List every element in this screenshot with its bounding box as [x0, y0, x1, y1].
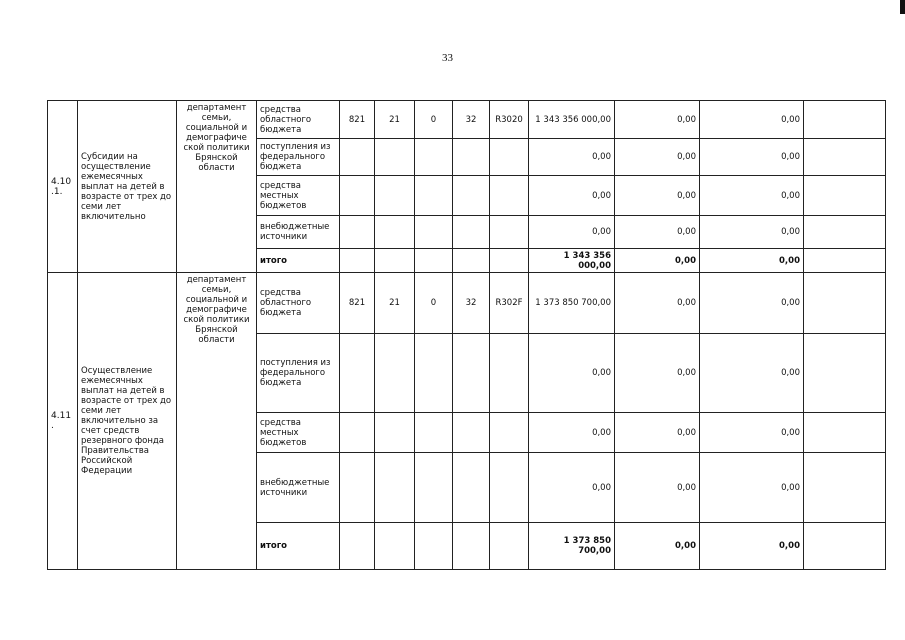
empty-cell — [804, 413, 886, 453]
amount-year-2: 0,00 — [615, 176, 700, 216]
code-pr — [415, 453, 453, 523]
funding-source: средства местных бюджетов — [257, 176, 340, 216]
code-cs — [453, 139, 490, 176]
code-pr — [415, 334, 453, 413]
table-row — [48, 101, 886, 139]
code-pr: 0 — [415, 101, 453, 139]
amount-year-3: 0,00 — [700, 334, 804, 413]
amount-year-2: 0,00 — [615, 453, 700, 523]
amount-year-1: 1 343 356 000,00 — [529, 101, 615, 139]
code-rz — [375, 334, 415, 413]
total-year-3: 0,00 — [700, 249, 804, 273]
amount-year-2: 0,00 — [615, 273, 700, 334]
code-vr: R302F — [490, 273, 529, 334]
amount-year-2: 0,00 — [615, 139, 700, 176]
empty-cell — [453, 523, 490, 570]
code-grbs: 821 — [340, 273, 375, 334]
amount-year-3: 0,00 — [700, 273, 804, 334]
total-year-2: 0,00 — [615, 523, 700, 570]
item-name: Субсидии на осуществление ежемесячных выплат на детей в возрасте от трех до семи лет включительно — [78, 101, 177, 273]
amount-year-3: 0,00 — [700, 216, 804, 249]
code-rz — [375, 139, 415, 176]
empty-cell — [415, 249, 453, 273]
amount-year-1: 1 373 850 700,00 — [529, 273, 615, 334]
code-cs — [453, 216, 490, 249]
funding-source: средства местных бюджетов — [257, 413, 340, 453]
amount-year-2: 0,00 — [615, 413, 700, 453]
code-vr — [490, 453, 529, 523]
code-cs: 32 — [453, 273, 490, 334]
empty-cell — [804, 176, 886, 216]
total-year-2: 0,00 — [615, 249, 700, 273]
code-grbs — [340, 176, 375, 216]
item-number: 4.10 .1. — [48, 101, 78, 273]
empty-cell — [804, 273, 886, 334]
amount-year-1: 0,00 — [529, 139, 615, 176]
empty-cell — [415, 523, 453, 570]
budget-table — [47, 100, 886, 570]
empty-cell — [804, 523, 886, 570]
code-grbs — [340, 139, 375, 176]
code-vr — [490, 413, 529, 453]
funding-source: поступления из федерального бюджета — [257, 139, 340, 176]
code-vr — [490, 176, 529, 216]
amount-year-3: 0,00 — [700, 176, 804, 216]
total-label: итого — [257, 523, 340, 570]
code-rz: 21 — [375, 273, 415, 334]
amount-year-2: 0,00 — [615, 216, 700, 249]
code-vr — [490, 139, 529, 176]
amount-year-3: 0,00 — [700, 139, 804, 176]
code-rz: 21 — [375, 101, 415, 139]
funding-source: поступления из федерального бюджета — [257, 334, 340, 413]
amount-year-1: 0,00 — [529, 453, 615, 523]
item-executor: департамент семьи, социальной и демографиче ской политики Брянской области — [177, 273, 257, 570]
code-cs — [453, 413, 490, 453]
item-executor: департамент семьи, социальной и демографиче ской политики Брянской области — [177, 101, 257, 273]
empty-cell — [340, 249, 375, 273]
empty-cell — [804, 453, 886, 523]
funding-source: внебюджетные источники — [257, 453, 340, 523]
amount-year-3: 0,00 — [700, 413, 804, 453]
empty-cell — [453, 249, 490, 273]
amount-year-1: 0,00 — [529, 334, 615, 413]
amount-year-3: 0,00 — [700, 453, 804, 523]
code-rz — [375, 453, 415, 523]
code-grbs — [340, 216, 375, 249]
amount-year-2: 0,00 — [615, 101, 700, 139]
funding-source: внебюджетные источники — [257, 216, 340, 249]
item-name: Осуществление ежемесячных выплат на детей в возрасте от трех до семи лет включительно за счет средств резервного фонда Правительства Российской Федерации — [78, 273, 177, 570]
code-pr — [415, 216, 453, 249]
empty-cell — [804, 334, 886, 413]
amount-year-1: 0,00 — [529, 216, 615, 249]
code-cs — [453, 334, 490, 413]
code-vr — [490, 216, 529, 249]
empty-cell — [804, 216, 886, 249]
code-vr — [490, 334, 529, 413]
code-grbs: 821 — [340, 101, 375, 139]
code-rz — [375, 413, 415, 453]
item-number: 4.11 . — [48, 273, 78, 570]
empty-cell — [490, 249, 529, 273]
scan-edge-mark — [900, 0, 905, 14]
table-row — [48, 273, 886, 334]
empty-cell — [804, 249, 886, 273]
total-year-3: 0,00 — [700, 523, 804, 570]
code-rz — [375, 176, 415, 216]
code-grbs — [340, 413, 375, 453]
code-cs — [453, 453, 490, 523]
code-grbs — [340, 334, 375, 413]
code-grbs — [340, 453, 375, 523]
amount-year-2: 0,00 — [615, 334, 700, 413]
total-year-1: 1 343 356 000,00 — [529, 249, 615, 273]
code-pr: 0 — [415, 273, 453, 334]
funding-source: средства областного бюджета — [257, 273, 340, 334]
empty-cell — [804, 139, 886, 176]
funding-source: средства областного бюджета — [257, 101, 340, 139]
code-cs — [453, 176, 490, 216]
amount-year-1: 0,00 — [529, 413, 615, 453]
code-vr: R3020 — [490, 101, 529, 139]
empty-cell — [375, 249, 415, 273]
code-rz — [375, 216, 415, 249]
empty-cell — [375, 523, 415, 570]
code-pr — [415, 176, 453, 216]
empty-cell — [804, 101, 886, 139]
code-pr — [415, 139, 453, 176]
total-label: итого — [257, 249, 340, 273]
empty-cell — [490, 523, 529, 570]
code-pr — [415, 413, 453, 453]
amount-year-3: 0,00 — [700, 101, 804, 139]
total-year-1: 1 373 850 700,00 — [529, 523, 615, 570]
amount-year-1: 0,00 — [529, 176, 615, 216]
page-number: 33 — [442, 52, 453, 64]
empty-cell — [340, 523, 375, 570]
code-cs: 32 — [453, 101, 490, 139]
